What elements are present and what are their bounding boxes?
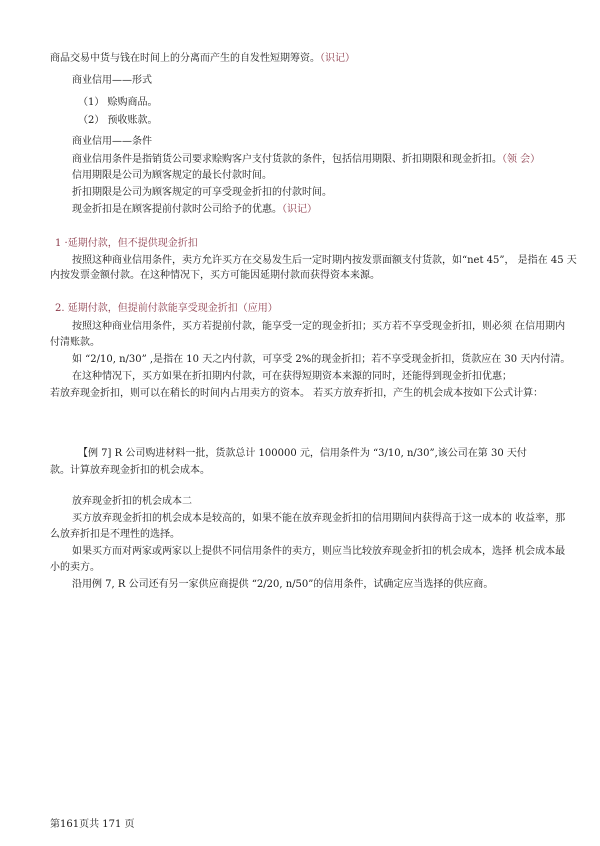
opportunity-p2-line1: 如果买方而对两家或两家以上提供不同信用条件的卖方，则应当比较放弃现金折扣的机会成本，选择 机会成本最 — [72, 546, 566, 557]
knowledge-tag: （识记） — [320, 53, 355, 64]
opportunity-p1-line2: 么放弃折扣是不理性的选择。 — [50, 529, 180, 540]
form-item-2: （2） 预收账款。 — [78, 115, 158, 126]
forms-heading: 商业信用——形式 — [72, 75, 152, 86]
cash-discount-text: 现金折扣是在顾客提前付款时公司给予的优惠。（识记） — [72, 204, 317, 215]
knowledge-tag: （领 会） — [502, 154, 541, 165]
opportunity-heading: 放弃现金折扣的机会成本二 — [72, 496, 192, 507]
page-number: 第161页共 171 页 — [50, 819, 135, 830]
section1-heading: 1 ·延期付款，但不提供现金折扣 — [55, 238, 198, 249]
discount-period-text: 折扣期限是公司为顾客规定的可享受现金折扣的付款时间。 — [72, 187, 332, 198]
section2-heading: 2. 延期付款，但提前付款能享受现金折扣（应用） — [55, 303, 278, 314]
opportunity-p2-line2: 小的卖方。 — [50, 562, 100, 573]
section2-example: 如 “2/10, n/30” ,是指在 10 天之内付款，可享受 2%的现金折扣；若不享受现金折扣，货款应在 30 天内付清。 — [72, 354, 571, 365]
section2-case-line1: 在这种情况下，买方如果在折扣期内付款，可在获得短期资本来源的同时，还能得到现金折扣优惠； — [72, 371, 512, 382]
opportunity-p3: 沿用例 7, R 公司还有另一家供应商提供 “2/20, n/50”的信用条件，试确定应当选择的供应商。 — [72, 579, 494, 590]
section1-body-line1: 按照这种商业信用条件，卖方允许买方在交易发生后一定时期内按发票面额支付货款，如“net 45”， 是指在 45 天 — [72, 255, 577, 266]
section2-body-line1: 按照这种商业信用条件，买方若提前付款，能享受一定的现金折扣；买方若不享受现金折扣，则必须 在信用期内 — [72, 321, 566, 332]
intro-definition: 商品交易中货与钱在时间上的分离而产生的自发性短期筹资。（识记） — [50, 53, 355, 64]
example7-line1: 【例 7] R 公司购进材料一批，货款总计 100000 元，信用条件为 “3/10, n/30”,该公司在第 30 天付 — [78, 448, 527, 459]
form-item-1: （1） 赊购商品。 — [78, 97, 158, 108]
knowledge-tag: （识记） — [282, 204, 317, 215]
example7-line2: 款。计算放弃现金折扣的机会成本。 — [50, 465, 210, 476]
section1-body-line2: 内按发票金额付款。在这种情况下，买方可能因延期付款而获得资本来源。 — [50, 270, 380, 281]
credit-period-text: 信用期限是公司为顾客规定的最长付款时间。 — [72, 170, 272, 181]
opportunity-p1-line1: 买方放弃现金折扣的机会成本是较高的，如果不能在放弃现金折扣的信用期间内获得高于这一成本的 收益率，那 — [72, 513, 566, 524]
section2-body-line2: 付清账款。 — [50, 337, 100, 348]
terms-heading: 商业信用——条件 — [72, 136, 152, 147]
section2-case-line2: 若放弃现金折扣，则可以在稍长的时间内占用卖方的资本。 若买方放弃折扣，产生的机会成本按如下公式计算： — [50, 388, 544, 399]
terms-definition: 商业信用条件是指销货公司要求赊购客户支付货款的条件，包括信用期限、折扣期限和现金折扣。（领 会） — [72, 154, 541, 165]
